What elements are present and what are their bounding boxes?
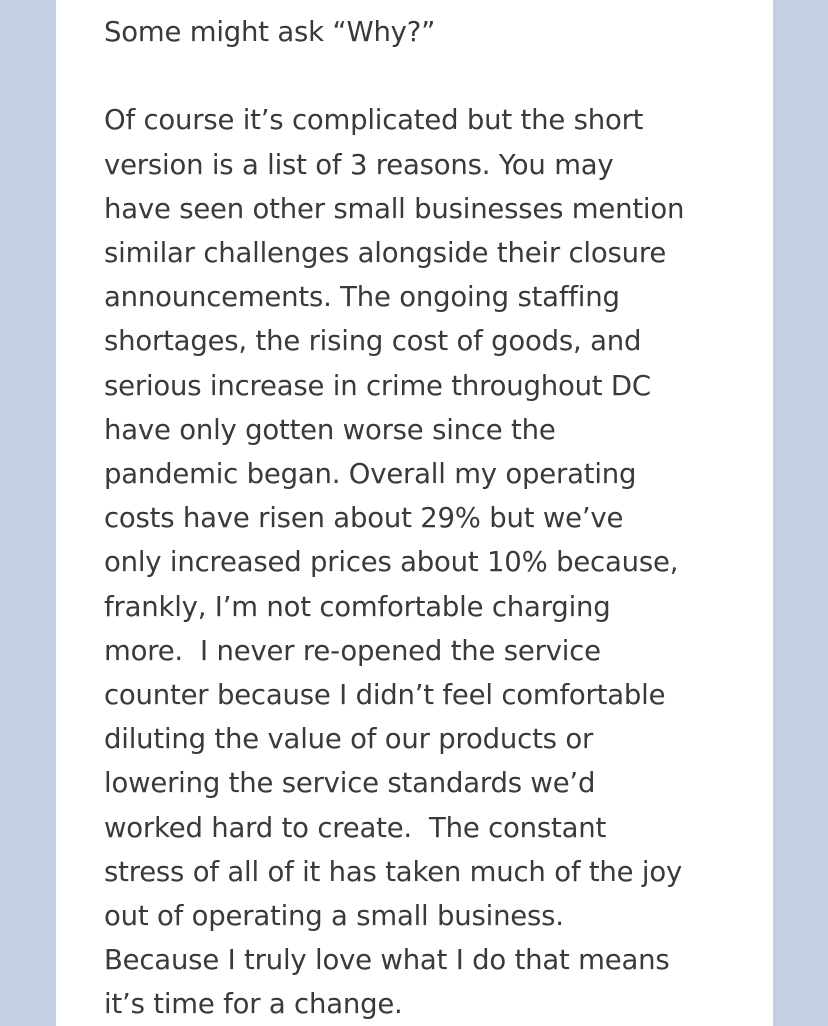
- note-line: shortages, the rising cost of goods, and: [104, 325, 642, 358]
- note-line: similar challenges alongside their closure: [104, 237, 667, 269]
- note-line: out of operating a small business.: [104, 900, 564, 933]
- note-line: counter because I didn’t feel comfortable: [104, 679, 666, 712]
- note-line: stress of all of it has taken much of the joy: [104, 855, 683, 888]
- note-page: [56, 0, 773, 1026]
- note-line: only increased prices about 10% because,: [104, 546, 679, 579]
- note-line: pandemic began. Overall my operating: [104, 458, 637, 491]
- note-line: serious increase in crime throughout DC: [104, 369, 651, 402]
- note-line: version is a list of 3 reasons. You may: [104, 148, 614, 181]
- note-line: it’s time for a change.: [104, 988, 403, 1021]
- note-line: diluting the value of our products or: [104, 723, 594, 756]
- note-line: costs have risen about 29% but we’ve: [104, 502, 624, 535]
- note-line: more. I never re-opened the service: [104, 634, 601, 667]
- note-body: [104, 10, 764, 1026]
- note-line: have only gotten worse since the: [104, 413, 556, 446]
- note-line: frankly, I’m not comfortable charging: [104, 590, 611, 623]
- note-line: have seen other small businesses mention: [104, 192, 685, 225]
- note-line: Of course it’s complicated but the short: [104, 104, 644, 137]
- note-line: announcements. The ongoing staffing: [104, 281, 620, 314]
- note-line: Because I truly love what I do that means: [104, 944, 670, 977]
- note-line: Some might ask “Why?”: [104, 16, 436, 48]
- note-line: lowering the service standards we’d: [104, 767, 596, 800]
- note-blank-line: [104, 54, 764, 98]
- note-line: worked hard to create. The constant: [104, 811, 607, 844]
